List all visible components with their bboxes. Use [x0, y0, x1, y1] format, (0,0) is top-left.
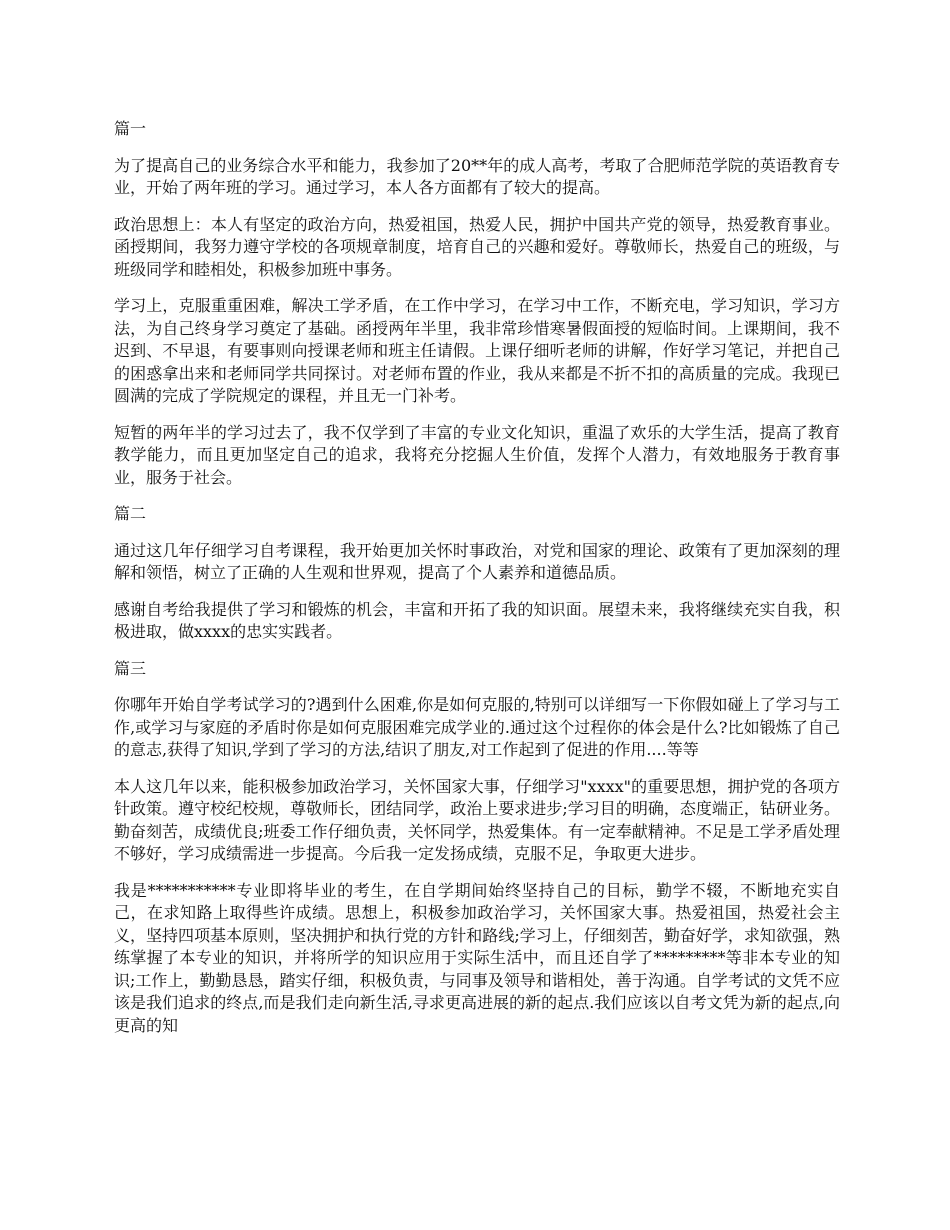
paragraph: 我是***********专业即将毕业的考生，在自学期间始终坚持自己的目标，勤学不辍，不断地充实自己，在求知路上取得些许成绩。思想上，积极参加政治学习，关怀国家大事。热爱祖国，热爱社会主义，坚持四项基本原则，坚决拥护和执行党的方针和路线;学习上，仔细刻苦，勤奋好学，求知欲强，熟练掌握了本专业的知识，并将所学的知识应用于实际生活中，而且还自学了*********等非本专业的知识;工作上，勤勤恳恳，踏实仔细，积极负责，与同事及领导和谐相处，善于沟通。自学考试的文凭不应该是我们追求的终点,而是我们走向新生活,寻求更高进展的新的起点.我们应该以自考文凭为新的起点,向更高的知 [114, 880, 840, 1035]
document-page [114, 118, 840, 1051]
paragraph: 你哪年开始自学考试学习的?遇到什么困难,你是如何克服的,特别可以详细写一下你假如碰上了学习与工作,或学习与家庭的矛盾时你是如何克服困难完成学业的.通过这个过程你的体会是什么?比如锻炼了自己的意志,获得了知识,学到了学习的方法,结识了朋友,对工作起到了促进的作用....等等 [114, 695, 840, 759]
section-heading-2: 篇二 [114, 504, 147, 523]
paragraph: 本人这几年以来，能积极参加政治学习，关怀国家大事，仔细学习"xxxx"的重要思想，拥护党的各项方针政策。遵守校纪校规，尊敬师长，团结同学，政治上要求进步;学习目的明确，态度端正，钻研业务。勤奋刻苦，成绩优良;班委工作仔细负责，关怀同学，热爱集体。有一定奉献精神。不足是工学矛盾处理不够好，学习成绩需进一步提高。今后我一定发扬成绩，克服不足，争取更大进步。 [114, 776, 840, 863]
paragraph: 学习上，克服重重困难，解决工学矛盾，在工作中学习，在学习中工作，不断充电，学习知识，学习方法，为自己终身学习奠定了基础。函授两年半里，我非常珍惜寒暑假面授的短临时间。上课期间，我不迟到、不早退，有要事则向授课老师和班主任请假。上课仔细听老师的讲解，作好学习笔记，并把自己的困惑拿出来和老师同学共同探讨。对老师布置的作业，我从来都是不折不扣的高质量的完成。我现已圆满的完成了学院规定的课程，并且无一门补考。 [114, 296, 840, 405]
section-heading-1: 篇一 [114, 119, 147, 138]
paragraph: 为了提高自己的业务综合水平和能力，我参加了20**年的成人高考，考取了合肥师范学院的英语教育专业，开始了两年班的学习。通过学习，本人各方面都有了较大的提高。 [114, 155, 840, 197]
section-heading-3: 篇三 [114, 658, 147, 678]
paragraph: 感谢自考给我提供了学习和锻炼的机会，丰富和开拓了我的知识面。展望未来，我将继续充实自我，积极进取，做xxxx的忠实实践者。 [114, 599, 840, 641]
paragraph: 通过这几年仔细学习自考课程，我开始更加关怀时事政治，对党和国家的理论、政策有了更加深刻的理解和领悟，树立了正确的人生观和世界观，提高了个人素养和道德品质。 [114, 540, 840, 582]
paragraph: 政治思想上：本人有坚定的政治方向，热爱祖国，热爱人民，拥护中国共产党的领导，热爱教育事业。函授期间，我努力遵守学校的各项规章制度，培育自己的兴趣和爱好。尊敬师长，热爱自己的班级，与班级同学和睦相处，积极参加班中事务。 [114, 214, 840, 279]
paragraph: 短暂的两年半的学习过去了，我不仅学到了丰富的专业文化知识，重温了欢乐的大学生活，提高了教育教学能力，而且更加坚定自己的追求，我将充分挖掘人生价值，发挥个人潜力，有效地服务于教育事业，服务于社会。 [114, 422, 840, 487]
